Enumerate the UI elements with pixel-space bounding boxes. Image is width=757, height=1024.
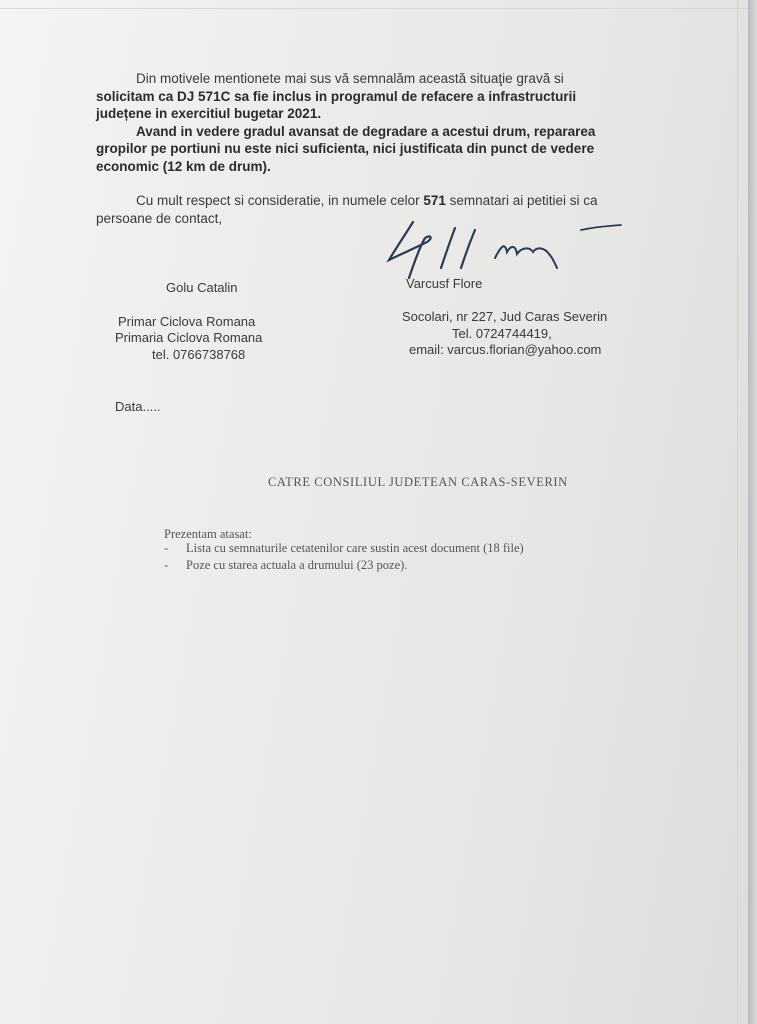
right-rule: [737, 0, 738, 1024]
para1-line3: județene in exercitiul bugetar 2021.: [96, 106, 322, 121]
para2-line2: persoane de contact,: [96, 211, 223, 226]
signatory-count: 571: [423, 193, 446, 208]
paragraph-request: [96, 70, 656, 175]
attachment-item: [164, 557, 407, 574]
bullet-dash: -: [164, 558, 169, 572]
para1-line5: gropilor pe portiuni nu este nici suficienta, nici justificata din punct de vedere: [96, 141, 595, 156]
para1-line4: Avand in vedere gradul avansat de degradare a acestui drum, repararea: [136, 123, 596, 139]
left-contact-role: Primar Ciclova Romana: [118, 314, 256, 329]
para2-before: Cu mult respect si consideratie, in numele celor: [136, 193, 424, 208]
left-contact-name: Golu Catalin: [166, 280, 238, 295]
date-label: Data.....: [115, 399, 161, 414]
recipient-heading: CATRE CONSILIUL JUDETEAN CARAS-SEVERIN: [268, 475, 568, 489]
right-contact-email: email: varcus.florian@yahoo.com: [409, 342, 602, 357]
right-contact-address: Socolari, nr 227, Jud Caras Severin: [402, 309, 608, 324]
para2-after: semnatari ai petitiei si ca: [445, 193, 598, 208]
attachment-item: [164, 540, 524, 557]
attachments-heading: Prezentam atasat:: [164, 527, 252, 541]
right-contact-phone: Tel. 0724744419,: [452, 326, 552, 341]
left-contact-org: Primaria Ciclova Romana: [115, 330, 263, 345]
screen-edge: [748, 0, 757, 1024]
handwritten-signature: [385, 208, 625, 283]
bullet-dash: -: [164, 541, 169, 555]
para1-line6: economic (12 km de drum).: [96, 158, 271, 174]
para1-line2: solicitam ca DJ 571C sa fie inclus in programul de refacere a infrastructurii: [96, 88, 577, 104]
right-contact-name: Varcusf Flore: [406, 276, 483, 291]
attachment-text: Lista cu semnaturile cetatenilor care sustin acest document (18 file): [186, 541, 524, 555]
left-contact-phone: tel. 0766738768: [152, 347, 246, 362]
top-rule: [0, 8, 748, 9]
attachment-text: Poze cu starea actuala a drumului (23 poze).: [186, 558, 408, 572]
para1-line1: Din motivele mentionete mai sus vă semnalăm această situaţie gravă si: [136, 71, 564, 86]
